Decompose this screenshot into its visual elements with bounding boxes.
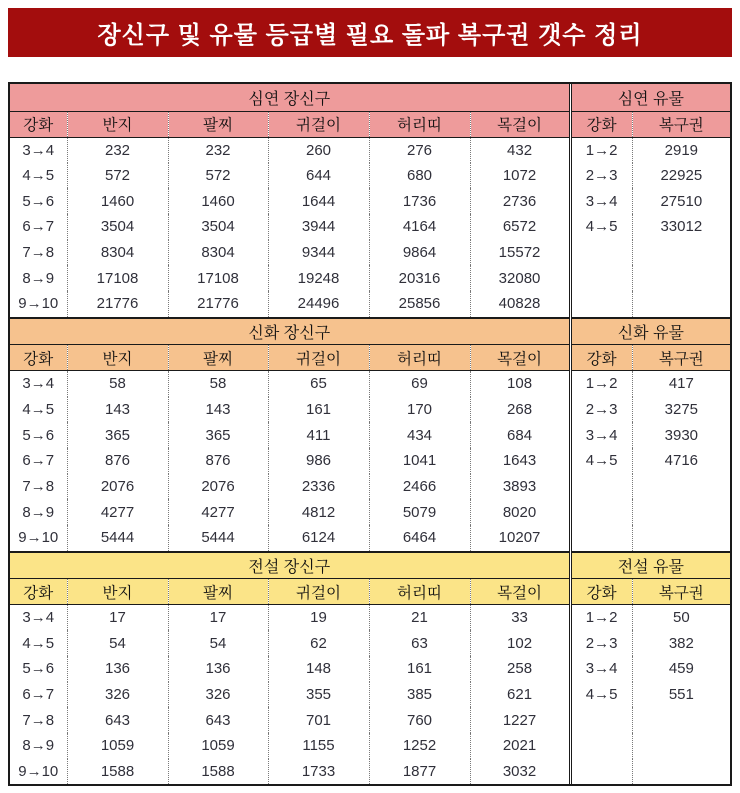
value-cell: 6464 — [369, 525, 470, 551]
enhance-level-cell: 7→8 — [22, 244, 55, 262]
relic-enhance-level-cell — [570, 291, 632, 317]
value-cell: 4164 — [369, 214, 470, 240]
column-header-enhance: 강화 — [10, 579, 67, 605]
relic-enhance-level-cell: 2→3 — [570, 163, 632, 189]
relic-value-cell — [632, 240, 730, 266]
relic-enhance-level-cell: 3→4 — [570, 188, 632, 214]
value-cell: 1041 — [369, 448, 470, 474]
relic-enhance-level-cell — [570, 525, 632, 551]
relic-enhance-level-cell — [570, 707, 632, 733]
column-header-earring: 귀걸이 — [268, 111, 369, 137]
column-header-enhance: 강화 — [10, 111, 67, 137]
column-header-bracelet: 팔찌 — [168, 111, 268, 137]
enhance-level-cell: 9→10 — [18, 763, 59, 781]
column-header-relic-enhance: 강화 — [570, 579, 632, 605]
value-cell: 136 — [67, 656, 168, 682]
value-cell: 8020 — [470, 499, 570, 525]
value-cell: 1588 — [67, 759, 168, 785]
title-banner — [8, 8, 732, 57]
value-cell: 170 — [369, 397, 470, 423]
value-cell: 260 — [268, 137, 369, 163]
accessory-group-header: 심연 장신구 — [10, 84, 570, 111]
column-header-ring: 반지 — [67, 345, 168, 371]
column-header-necklace: 목걸이 — [470, 111, 570, 137]
relic-value-cell: 33012 — [632, 214, 730, 240]
value-cell: 148 — [268, 656, 369, 682]
relic-value-cell: 2919 — [632, 137, 730, 163]
value-cell: 232 — [67, 137, 168, 163]
relic-value-cell: 50 — [632, 605, 730, 631]
section-title-row — [10, 552, 730, 579]
value-cell: 21776 — [67, 291, 168, 317]
column-header-belt: 허리띠 — [369, 345, 470, 371]
relic-group-header: 심연 유물 — [570, 84, 730, 111]
column-header-row — [10, 111, 730, 137]
value-cell: 1643 — [470, 448, 570, 474]
value-cell: 2021 — [470, 733, 570, 759]
relic-enhance-level-cell: 4→5 — [570, 214, 632, 240]
table-row — [10, 499, 730, 525]
value-cell: 643 — [168, 707, 268, 733]
table-row — [10, 265, 730, 291]
enhance-level-cell: 8→9 — [22, 269, 55, 287]
value-cell: 1072 — [470, 163, 570, 189]
value-cell: 572 — [168, 163, 268, 189]
page-title: 장신구 및 유물 등급별 필요 돌파 복구권 갯수 정리 — [97, 22, 643, 49]
value-cell: 258 — [470, 656, 570, 682]
enhance-level-cell: 7→8 — [22, 477, 55, 495]
relic-enhance-level-cell: 3→4 — [570, 656, 632, 682]
section-title-row — [10, 318, 730, 345]
value-cell: 58 — [168, 371, 268, 397]
value-cell: 2076 — [168, 474, 268, 500]
value-cell: 572 — [67, 163, 168, 189]
value-cell: 760 — [369, 707, 470, 733]
column-header-relic-enhance: 강화 — [570, 345, 632, 371]
table-row — [10, 759, 730, 785]
column-header-ring: 반지 — [67, 579, 168, 605]
column-header-enhance: 강화 — [10, 345, 67, 371]
table-row — [10, 214, 730, 240]
value-cell: 1252 — [369, 733, 470, 759]
value-cell: 2736 — [470, 188, 570, 214]
value-cell: 17 — [168, 605, 268, 631]
column-header-earring: 귀걸이 — [268, 579, 369, 605]
table-row — [10, 163, 730, 189]
value-cell: 9864 — [369, 240, 470, 266]
relic-value-cell: 4716 — [632, 448, 730, 474]
column-header-belt: 허리띠 — [369, 579, 470, 605]
value-cell: 621 — [470, 682, 570, 708]
value-cell: 6572 — [470, 214, 570, 240]
value-cell: 33 — [470, 605, 570, 631]
tier-table-myth — [10, 317, 730, 551]
enhance-level-cell: 7→8 — [22, 711, 55, 729]
value-cell: 268 — [470, 397, 570, 423]
relic-value-cell — [632, 707, 730, 733]
value-cell: 326 — [168, 682, 268, 708]
enhance-level-cell: 6→7 — [22, 686, 55, 704]
table-row — [10, 422, 730, 448]
value-cell: 1733 — [268, 759, 369, 785]
value-cell: 54 — [168, 630, 268, 656]
value-cell: 24496 — [268, 291, 369, 317]
table-row — [10, 240, 730, 266]
enhance-level-cell: 6→7 — [22, 452, 55, 470]
value-cell: 1227 — [470, 707, 570, 733]
column-header-row — [10, 579, 730, 605]
column-header-necklace: 목걸이 — [470, 579, 570, 605]
value-cell: 40828 — [470, 291, 570, 317]
value-cell: 232 — [168, 137, 268, 163]
column-header-recovery-ticket: 복구권 — [632, 345, 730, 371]
value-cell: 4277 — [168, 499, 268, 525]
value-cell: 3893 — [470, 474, 570, 500]
value-cell: 434 — [369, 422, 470, 448]
value-cell: 643 — [67, 707, 168, 733]
value-cell: 161 — [268, 397, 369, 423]
table-body — [10, 137, 730, 317]
value-cell: 644 — [268, 163, 369, 189]
relic-value-cell: 382 — [632, 630, 730, 656]
value-cell: 876 — [168, 448, 268, 474]
value-cell: 3504 — [168, 214, 268, 240]
value-cell: 9344 — [268, 240, 369, 266]
relic-value-cell — [632, 474, 730, 500]
table-body — [10, 605, 730, 785]
value-cell: 62 — [268, 630, 369, 656]
enhance-level-cell: 8→9 — [22, 503, 55, 521]
column-header-row — [10, 345, 730, 371]
relic-enhance-level-cell: 4→5 — [570, 448, 632, 474]
value-cell: 102 — [470, 630, 570, 656]
value-cell: 6124 — [268, 525, 369, 551]
enhance-level-cell: 4→5 — [22, 400, 55, 418]
enhance-level-cell: 3→4 — [22, 609, 55, 627]
relic-group-header: 전설 유물 — [570, 552, 730, 579]
accessory-group-header: 신화 장신구 — [10, 318, 570, 345]
value-cell: 986 — [268, 448, 369, 474]
table-row — [10, 656, 730, 682]
column-header-bracelet: 팔찌 — [168, 579, 268, 605]
enhance-level-cell: 3→4 — [22, 375, 55, 393]
relic-enhance-level-cell: 4→5 — [570, 682, 632, 708]
value-cell: 1644 — [268, 188, 369, 214]
relic-value-cell — [632, 499, 730, 525]
enhance-level-cell: 9→10 — [18, 529, 59, 547]
value-cell: 54 — [67, 630, 168, 656]
relic-enhance-level-cell: 2→3 — [570, 397, 632, 423]
relic-enhance-level-cell: 3→4 — [570, 422, 632, 448]
value-cell: 15572 — [470, 240, 570, 266]
value-cell: 1059 — [168, 733, 268, 759]
relic-enhance-level-cell: 2→3 — [570, 630, 632, 656]
table-row — [10, 397, 730, 423]
enhance-level-cell: 3→4 — [22, 141, 55, 159]
table-row — [10, 188, 730, 214]
value-cell: 1059 — [67, 733, 168, 759]
value-cell: 701 — [268, 707, 369, 733]
relic-enhance-level-cell — [570, 759, 632, 785]
relic-value-cell — [632, 265, 730, 291]
value-cell: 2076 — [67, 474, 168, 500]
column-header-relic-enhance: 강화 — [570, 111, 632, 137]
value-cell: 2336 — [268, 474, 369, 500]
value-cell: 365 — [67, 422, 168, 448]
column-header-earring: 귀걸이 — [268, 345, 369, 371]
value-cell: 10207 — [470, 525, 570, 551]
value-cell: 143 — [168, 397, 268, 423]
table-row — [10, 371, 730, 397]
value-cell: 69 — [369, 371, 470, 397]
relic-enhance-level-cell: 1→2 — [570, 137, 632, 163]
relic-value-cell: 27510 — [632, 188, 730, 214]
value-cell: 365 — [168, 422, 268, 448]
enhance-level-cell: 6→7 — [22, 218, 55, 236]
table-row — [10, 137, 730, 163]
column-header-belt: 허리띠 — [369, 111, 470, 137]
value-cell: 58 — [67, 371, 168, 397]
value-cell: 1736 — [369, 188, 470, 214]
value-cell: 4812 — [268, 499, 369, 525]
value-cell: 21776 — [168, 291, 268, 317]
value-cell: 5444 — [168, 525, 268, 551]
column-header-ring: 반지 — [67, 111, 168, 137]
value-cell: 1460 — [67, 188, 168, 214]
table-row — [10, 733, 730, 759]
table-row — [10, 630, 730, 656]
enhance-level-cell: 5→6 — [22, 660, 55, 678]
table-row — [10, 448, 730, 474]
value-cell: 65 — [268, 371, 369, 397]
value-cell: 19 — [268, 605, 369, 631]
relic-enhance-level-cell — [570, 240, 632, 266]
enhance-level-cell: 9→10 — [18, 295, 59, 313]
column-header-recovery-ticket: 복구권 — [632, 579, 730, 605]
value-cell: 4277 — [67, 499, 168, 525]
relic-group-header: 신화 유물 — [570, 318, 730, 345]
enhance-level-cell: 5→6 — [22, 192, 55, 210]
column-header-recovery-ticket: 복구권 — [632, 111, 730, 137]
accessory-group-header: 전설 장신구 — [10, 552, 570, 579]
relic-enhance-level-cell — [570, 499, 632, 525]
table-row — [10, 474, 730, 500]
value-cell: 1460 — [168, 188, 268, 214]
table-row — [10, 291, 730, 317]
relic-enhance-level-cell — [570, 265, 632, 291]
column-header-necklace: 목걸이 — [470, 345, 570, 371]
value-cell: 136 — [168, 656, 268, 682]
relic-value-cell — [632, 291, 730, 317]
value-cell: 20316 — [369, 265, 470, 291]
value-cell: 32080 — [470, 265, 570, 291]
value-cell: 680 — [369, 163, 470, 189]
enhance-level-cell: 4→5 — [22, 167, 55, 185]
relic-value-cell: 417 — [632, 371, 730, 397]
value-cell: 3504 — [67, 214, 168, 240]
value-cell: 276 — [369, 137, 470, 163]
value-cell: 19248 — [268, 265, 369, 291]
value-cell: 2466 — [369, 474, 470, 500]
value-cell: 21 — [369, 605, 470, 631]
value-cell: 17108 — [67, 265, 168, 291]
table-body — [10, 371, 730, 551]
value-cell: 1588 — [168, 759, 268, 785]
table-row — [10, 682, 730, 708]
relic-value-cell: 3275 — [632, 397, 730, 423]
enhance-level-cell: 4→5 — [22, 634, 55, 652]
relic-value-cell: 459 — [632, 656, 730, 682]
table-row — [10, 707, 730, 733]
value-cell: 5079 — [369, 499, 470, 525]
value-cell: 5444 — [67, 525, 168, 551]
relic-value-cell — [632, 759, 730, 785]
table-row — [10, 525, 730, 551]
summary-tables — [8, 82, 732, 786]
relic-value-cell — [632, 525, 730, 551]
table-row — [10, 605, 730, 631]
value-cell: 108 — [470, 371, 570, 397]
value-cell: 684 — [470, 422, 570, 448]
relic-enhance-level-cell — [570, 733, 632, 759]
relic-enhance-level-cell: 1→2 — [570, 371, 632, 397]
value-cell: 432 — [470, 137, 570, 163]
value-cell: 876 — [67, 448, 168, 474]
relic-enhance-level-cell: 1→2 — [570, 605, 632, 631]
relic-value-cell — [632, 733, 730, 759]
relic-value-cell: 551 — [632, 682, 730, 708]
relic-value-cell: 3930 — [632, 422, 730, 448]
value-cell: 3944 — [268, 214, 369, 240]
relic-enhance-level-cell — [570, 474, 632, 500]
value-cell: 411 — [268, 422, 369, 448]
value-cell: 1877 — [369, 759, 470, 785]
value-cell: 17 — [67, 605, 168, 631]
column-header-bracelet: 팔찌 — [168, 345, 268, 371]
value-cell: 63 — [369, 630, 470, 656]
enhance-level-cell: 8→9 — [22, 737, 55, 755]
value-cell: 17108 — [168, 265, 268, 291]
enhance-level-cell: 5→6 — [22, 426, 55, 444]
value-cell: 161 — [369, 656, 470, 682]
value-cell: 8304 — [67, 240, 168, 266]
relic-value-cell: 22925 — [632, 163, 730, 189]
value-cell: 1155 — [268, 733, 369, 759]
value-cell: 326 — [67, 682, 168, 708]
value-cell: 385 — [369, 682, 470, 708]
value-cell: 3032 — [470, 759, 570, 785]
tier-table-legend — [10, 551, 730, 785]
value-cell: 143 — [67, 397, 168, 423]
section-title-row — [10, 84, 730, 111]
tier-table-abyss — [10, 84, 730, 317]
value-cell: 8304 — [168, 240, 268, 266]
value-cell: 25856 — [369, 291, 470, 317]
value-cell: 355 — [268, 682, 369, 708]
